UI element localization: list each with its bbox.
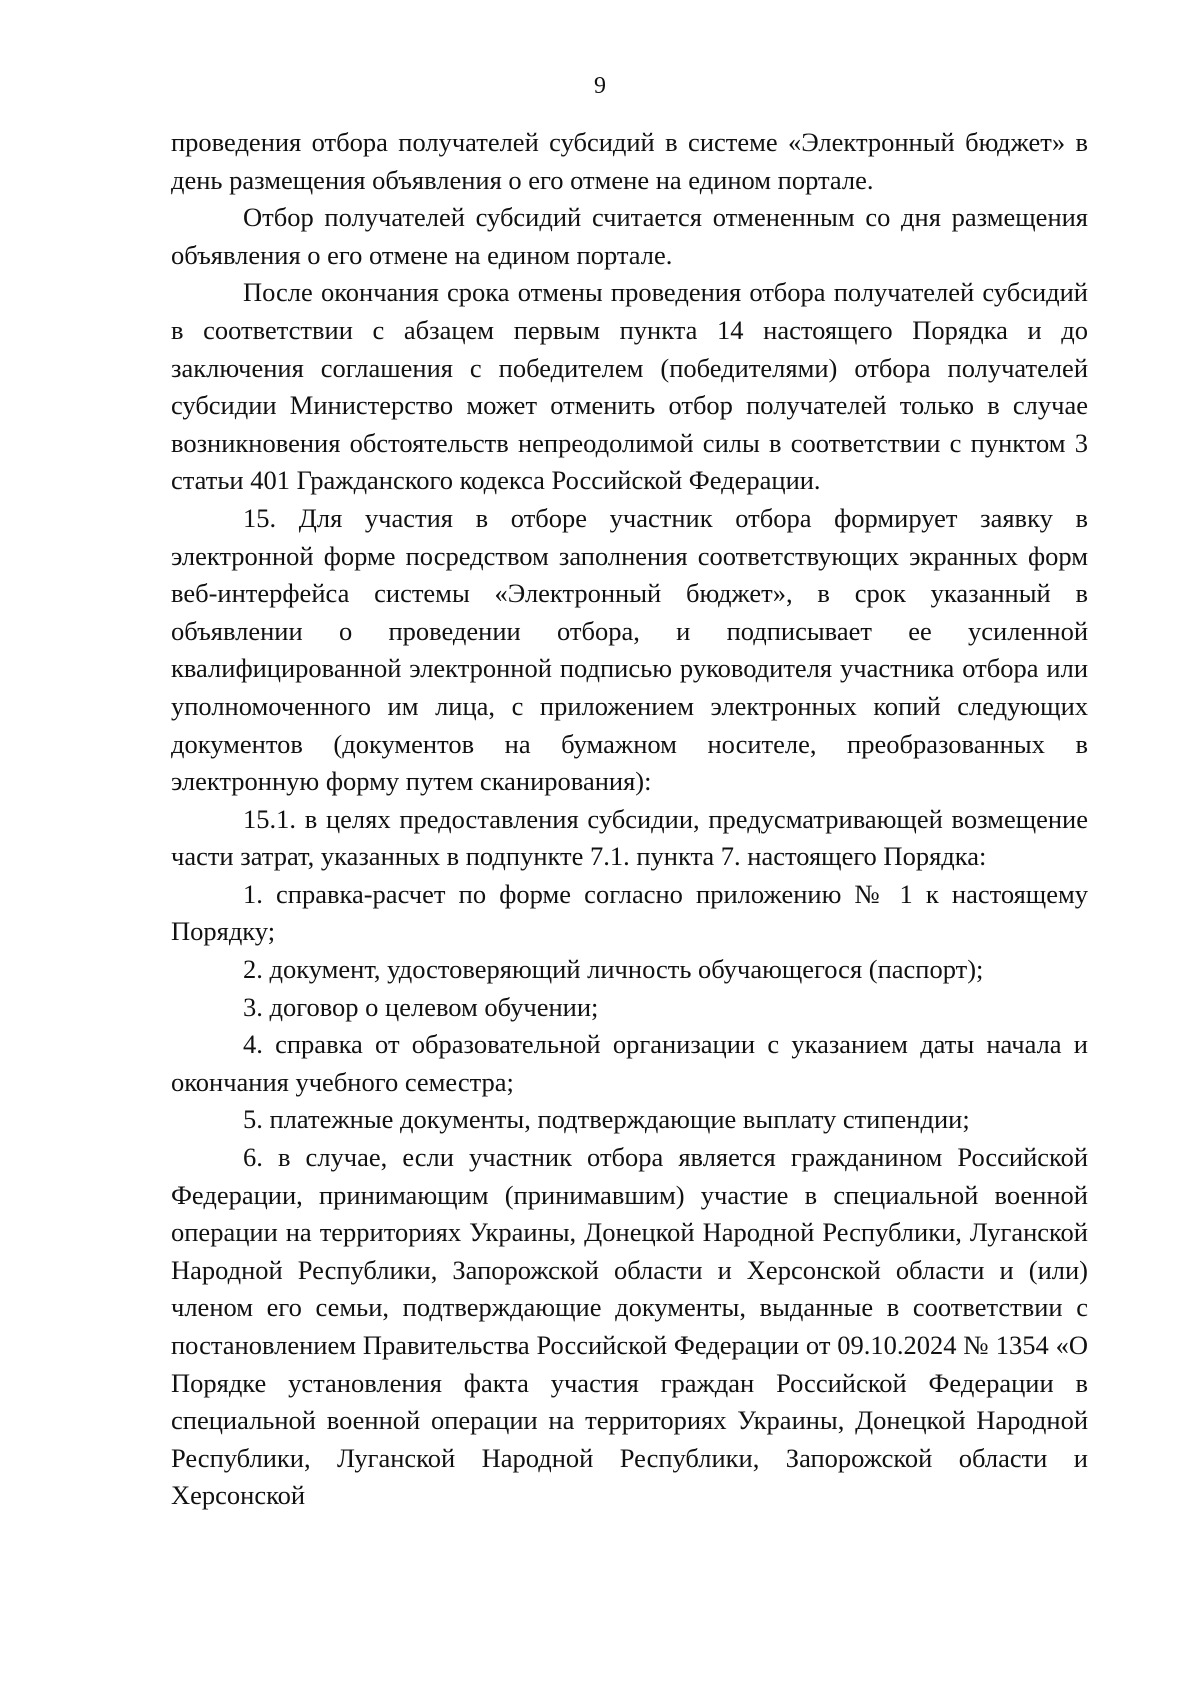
document-body	[171, 124, 1088, 1515]
list-item-2: 2. документ, удостоверяющий личность обучающегося (паспорт);	[243, 954, 984, 985]
paragraph-item-15: 15. Для участия в отборе участник отбора формирует заявку в электронной форме посредством заполнения соответствующих экранных форм веб-интерфейса системы «Электронный бюджет», в срок указанный в объявлении о проведении отбора, и подписывает ее усиленной квалифицированной электронной подписью руководителя участника отбора или уполномоченного им лица, с приложением электронных копий следующих документов (документов на бумажном носителе, преобразованных в электронную форму путем сканирования):	[171, 502, 1088, 797]
paragraph-cancellation-conditions: После окончания срока отмены проведения отбора получателей субсидий в соответствии с абзацем первым пункта 14 настоящего Порядка и до заключения соглашения с победителем (победителями) отбора получателей субсидии Министерство может отменить отбор получателей только в случае возникновения обстоятельств непреодолимой силы в соответствии с пунктом 3 статьи 401 Гражданского кодекса Российской Федерации.	[171, 277, 1088, 496]
paragraph-continuation: проведения отбора получателей субсидий в системе «Электронный бюджет» в день размещения объявления о его отмене на едином портале.	[171, 127, 1088, 195]
list-item-5: 5. платежные документы, подтверждающие выплату стипендии;	[243, 1104, 970, 1135]
paragraph-item-15-1: 15.1. в целях предоставления субсидии, предусматривающей возмещение части затрат, указанных в подпункте 7.1. пункта 7. настоящего Порядка:	[171, 803, 1088, 872]
list-item-6: 6. в случае, если участник отбора является гражданином Российской Федерации, принимающим (принимавшим) участие в специальной военной операции на территориях Украины, Донецкой Народной Республики, Луганской Народной Республики, Запорожской области и Херсонской области и (или) членом его семьи, подтверждающие документы, выданные в соответствии с постановлением Правительства Российской Федерации от 09.10.2024 № 1354 «О Порядке установления факта участия граждан Российской Федерации в специальной военной операции на территориях Украины, Донецкой Народной Республики, Луганской Народной Республики, Запорожской области и Херсонской	[171, 1142, 1088, 1511]
list-item-4: 4. справка от образовательной организации с указанием даты начала и окончания учебного семестра;	[171, 1029, 1088, 1097]
page-number: 9	[594, 73, 606, 99]
list-item-3: 3. договор о целевом обучении;	[243, 991, 599, 1022]
list-item-1: 1. справка-расчет по форме согласно приложению № 1 к настоящему Порядку;	[171, 878, 1088, 947]
paragraph-selection-cancelled: Отбор получателей субсидий считается отмененным со дня размещения объявления о его отмене на едином портале.	[171, 202, 1088, 270]
